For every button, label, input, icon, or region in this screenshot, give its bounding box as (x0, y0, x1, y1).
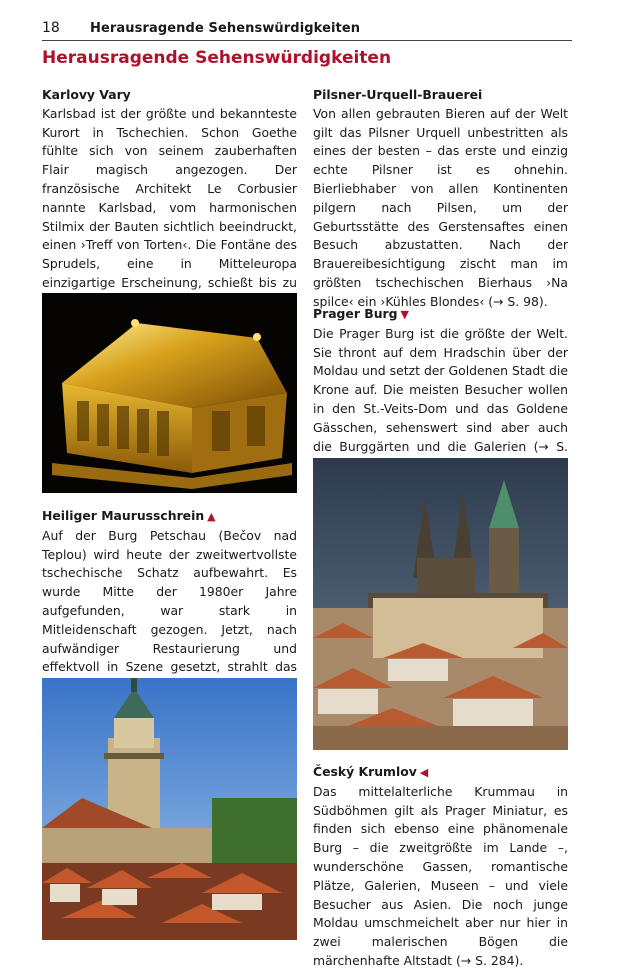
section-heading: Český Krumlov (313, 764, 417, 779)
section-prager-burg (313, 305, 568, 475)
prague-castle-photo (313, 458, 568, 750)
section-heading: Prager Burg (313, 306, 398, 321)
section-text: Die Prager Burg ist die größte der Welt. Sie thront auf dem Hradschin über der Moldau und setzt der Goldenen Stadt die Krone auf. Die meisten Besucher wollen in den St.-Veits-Dom und das Goldene Gässchen, sehenswert sind aber auch die Burggärten und die Galerien (→ S. (313, 325, 568, 454)
section-text: Von allen gebrauten Bieren auf der Welt gilt das Pilsner Urquell unbestritten als eines der besten – das erste und einzig echte Pilsner ist es ohnehin. Bierliebhaber von allen Kontinenten pilgern nach Pilsen, um der Geburtsstätte des Gerstensaftes einen Besuch abzustatten. Nach der Brauereibesichtigung zischt man im größten tschechischen Bierhaus ›Na spilce‹ ein ›Kühles Blondes‹ (→ S. 98). (313, 105, 568, 309)
triangle-left-icon: ◀ (419, 766, 429, 779)
page-number: 18 (42, 20, 60, 36)
section-pilsner-urquell (313, 86, 568, 312)
page-title: Herausragende Sehenswürdigkeiten (42, 48, 392, 68)
triangle-down-icon: ▼ (400, 308, 409, 321)
running-header (42, 18, 572, 41)
maurus-shrine-photo (42, 293, 297, 493)
section-text: Auf der Burg Petschau (Bečov nad Teplou) wird heute der zweitwertvollste tschechische Schatz aufbewahrt. Es wurde Mitte der 1980er Jahre aufgefunden, war stark in Mitleidenschaft gezogen. Jetzt, nach aufwändiger Restaurierung und effektvoll in Szene gesetzt, strahlt das (42, 527, 297, 675)
section-cesky-krumlov (313, 763, 568, 971)
running-title: Herausragende Sehenswürdigkeiten (90, 21, 361, 36)
section-karlovy-vary (42, 86, 297, 312)
triangle-up-icon: ▲ (207, 510, 216, 523)
section-text: Das mittelalterliche Krummau in Südböhmen gilt als Prager Miniatur, es finden sich ebenso eine phänomenale Burg – die zweitgrößte im Lande –, wunderschöne Gassen, romantische Plätze, Galerien, Museen – und viele Besucher aus Asien. Die noch junge Moldau umschmeichelt aber nur hier in zwei malerischen Bögen die märchenhafte Altstadt (→ S. 284). (313, 783, 568, 968)
cesky-krumlov-photo (42, 678, 297, 940)
section-heading: Pilsner-Urquell-Brauerei (313, 87, 483, 102)
section-heading: Heiliger Maurusschrein (42, 508, 205, 523)
section-text: Karlsbad ist der größte und bekannteste Kurort in Tschechien. Schon Goethe fühlte sich von seinem zauberhaften Flair magisch angezogen. Der französische Architekt Le Corbusier nannte Karlsbad, vom harmonischen Stilmix der Bauten sichtlich beeindruckt, einen ›Treff von Torten‹. Die Fontäne des Sprudels, eine in Mitteleuropa einzigartige Erscheinung, schießt bis zu (42, 105, 297, 290)
section-heading: Karlovy Vary (42, 87, 131, 102)
